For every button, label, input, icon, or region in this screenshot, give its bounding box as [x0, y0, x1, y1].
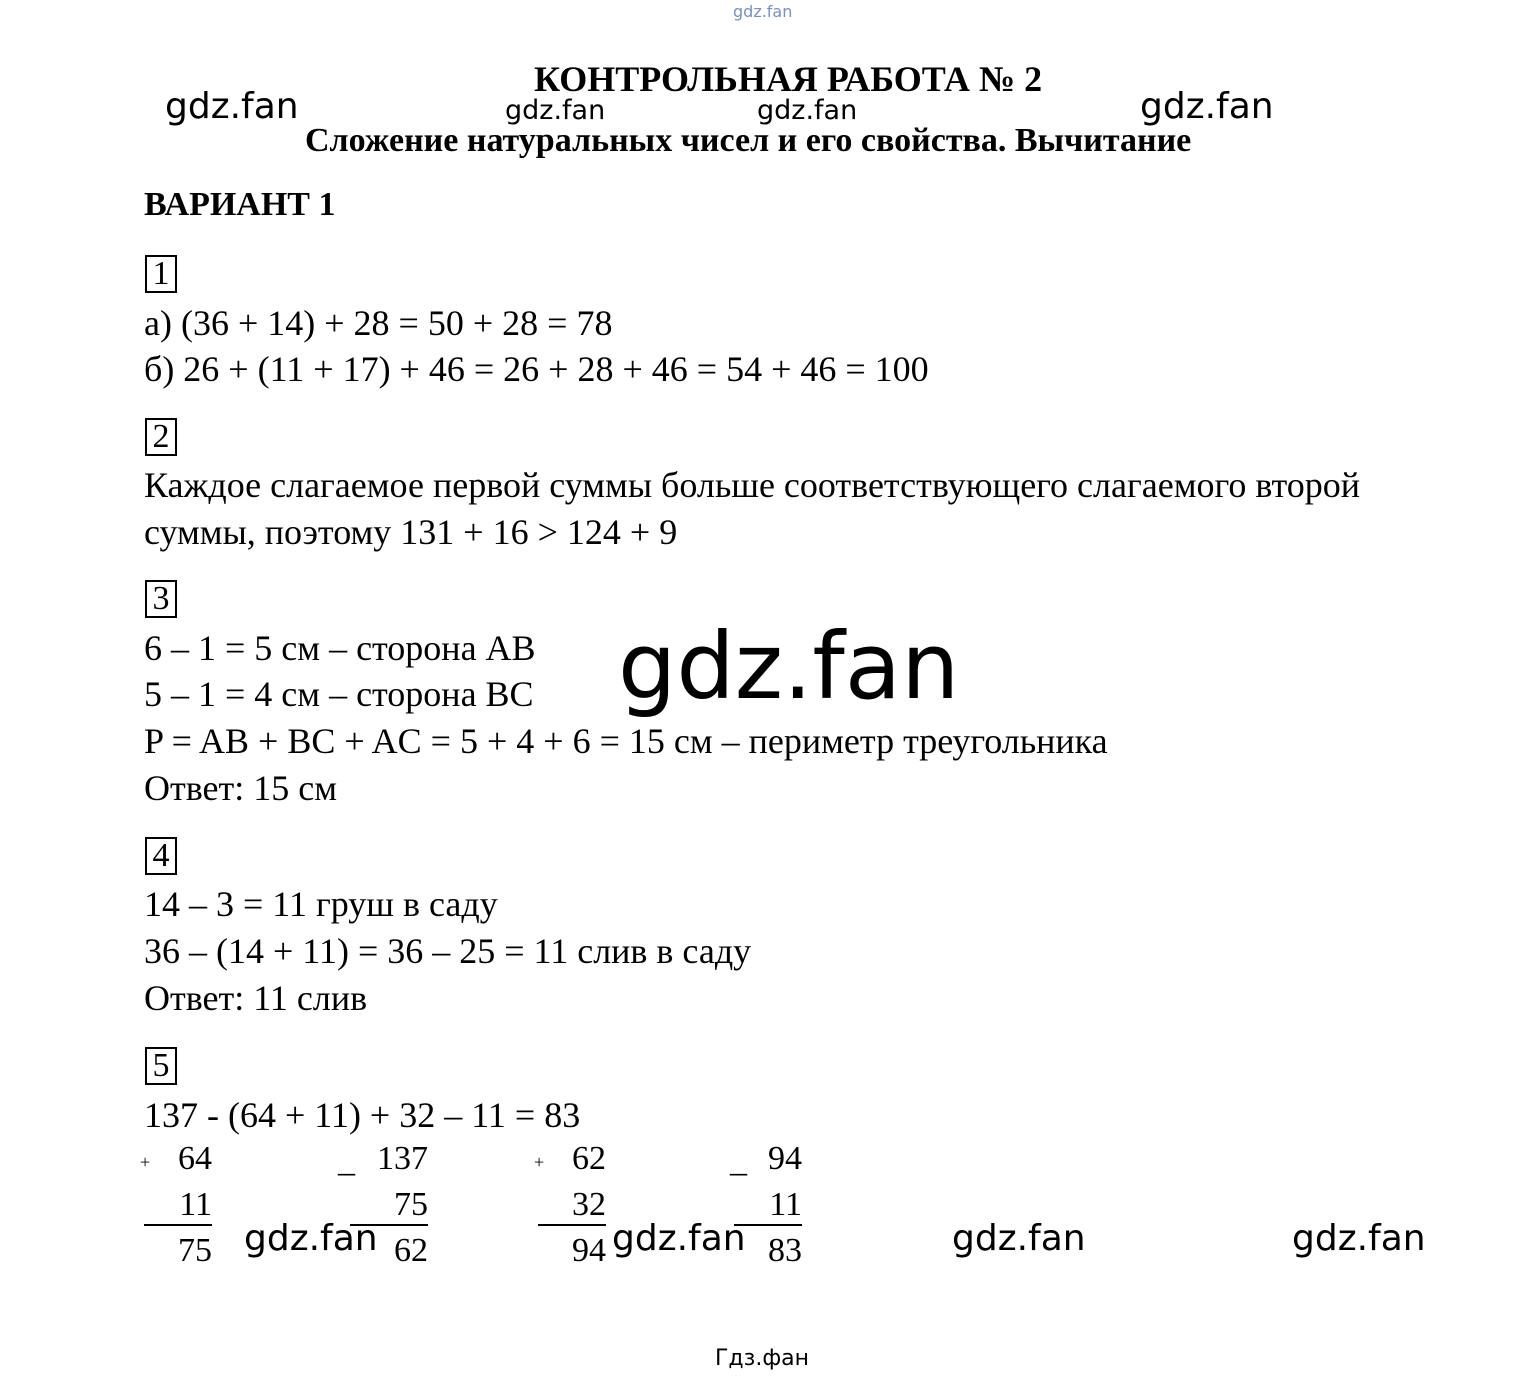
footer-watermark: Гдз.фан: [715, 1346, 809, 1371]
task-line: суммы, поэтому 131 + 16 > 124 + 9: [144, 512, 678, 552]
operand-top: 137: [377, 1140, 428, 1177]
operand-bottom: 11: [769, 1186, 802, 1223]
column-calculation: [534, 1140, 606, 1280]
column-calculation: [338, 1140, 428, 1280]
task-number-box: 5: [145, 1047, 177, 1085]
task-line: Ответ: 15 см: [144, 768, 337, 808]
watermark-large: gdz.fan: [618, 613, 960, 720]
task-line: а) (36 + 14) + 28 = 50 + 28 = 78: [144, 303, 613, 343]
task-line: 14 – 3 = 11 груш в саду: [144, 884, 498, 924]
watermark: gdz.fan: [1140, 86, 1274, 127]
operator: _: [730, 1142, 747, 1179]
watermark: gdz.fan: [505, 95, 606, 126]
operand-top: 64: [178, 1140, 212, 1177]
result: 94: [572, 1232, 606, 1269]
operand-top: 62: [572, 1140, 606, 1177]
task-number-box: 2: [145, 418, 177, 456]
task-line: Ответ: 11 слив: [144, 978, 368, 1018]
task-line: 36 – (14 + 11) = 36 – 25 = 11 слив в саду: [144, 931, 752, 971]
watermark: gdz.fan: [612, 1218, 746, 1259]
column-calculation: [140, 1140, 212, 1280]
operator: +: [140, 1152, 151, 1172]
watermark-top: gdz.fan: [733, 2, 793, 21]
operator: +: [534, 1152, 545, 1172]
watermark: gdz.fan: [1292, 1218, 1426, 1259]
operand-bottom: 75: [394, 1186, 428, 1223]
watermark: gdz.fan: [952, 1218, 1086, 1259]
task-line: 137 - (64 + 11) + 32 – 11 = 83: [144, 1095, 581, 1135]
operand-bottom: 11: [179, 1186, 212, 1223]
page-subtitle: Сложение натуральных чисел и его свойства. Вычитание: [305, 122, 1192, 159]
sum-rule: [538, 1224, 606, 1226]
watermark: gdz.fan: [757, 95, 858, 126]
operator: _: [338, 1142, 355, 1179]
page-title: КОНТРОЛЬНАЯ РАБОТА № 2: [534, 59, 1043, 99]
result: 62: [394, 1232, 428, 1269]
operand-top: 94: [768, 1140, 802, 1177]
task-line: Каждое слагаемое первой суммы больше соответствующего слагаемого второй: [144, 465, 1360, 505]
task-line: 6 – 1 = 5 см – сторона AB: [144, 628, 536, 668]
task-line: P = AB + BC + AC = 5 + 4 + 6 = 15 см – периметр треугольника: [144, 721, 1108, 761]
task-line: б) 26 + (11 + 17) + 46 = 26 + 28 + 46 = 54 + 46 = 100: [144, 349, 929, 389]
operand-bottom: 32: [572, 1186, 606, 1223]
result: 83: [768, 1232, 802, 1269]
watermark: gdz.fan: [165, 86, 299, 127]
watermark: gdz.fan: [244, 1218, 378, 1259]
sum-rule: [144, 1224, 212, 1226]
result: 75: [178, 1232, 212, 1269]
task-number-box: 3: [145, 580, 177, 618]
column-calculation: [730, 1140, 802, 1280]
task-line: 5 – 1 = 4 см – сторона BC: [144, 674, 534, 714]
variant-heading: ВАРИАНТ 1: [144, 186, 336, 223]
task-number-box: 1: [145, 255, 177, 293]
task-number-box: 4: [145, 837, 177, 875]
